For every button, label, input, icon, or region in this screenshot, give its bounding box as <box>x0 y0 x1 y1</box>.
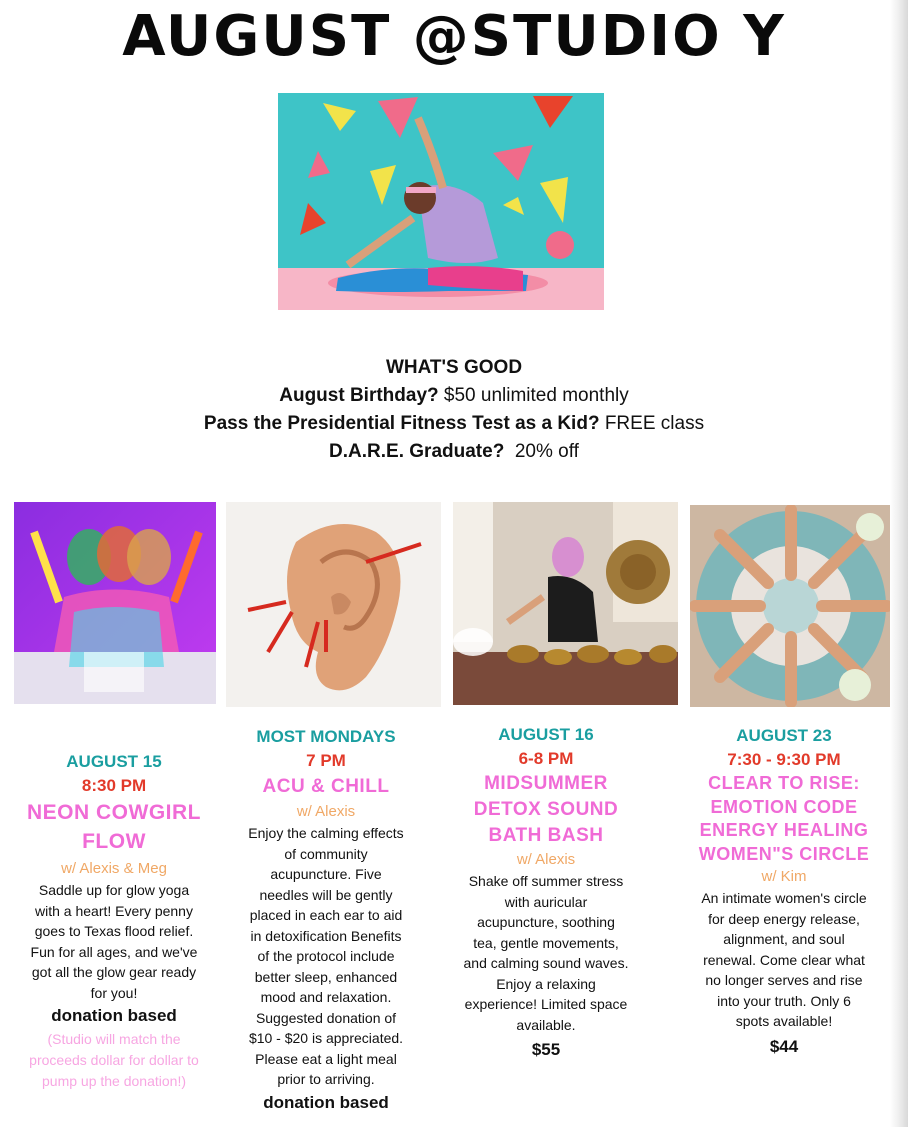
event-note-line: (Studio will match the <box>47 1031 181 1047</box>
event-title-line: ENERGY HEALING <box>699 820 869 840</box>
event-desc-line: An intimate women's circle <box>701 890 867 906</box>
event-title-line: EMOTION CODE <box>710 796 858 817</box>
event-host: w/ Kim <box>761 868 807 885</box>
event-note-line: pump up the donation!) <box>42 1073 186 1089</box>
event-date: MOST MONDAYS <box>256 727 396 746</box>
event-desc-line: Please eat a light meal <box>255 1050 397 1067</box>
event-host: w/ Alexis & Meg <box>61 860 167 877</box>
event-title-line: WOMEN"S CIRCLE <box>698 843 870 864</box>
event-host: w/ Alexis <box>296 803 356 820</box>
event-title-line: NEON COWGIRL <box>27 801 201 824</box>
event-desc-line: goes to Texas flood relief. <box>34 923 194 939</box>
page-edge-shadow <box>890 0 908 1127</box>
event-desc-line: Enjoy the calming effects <box>248 825 404 841</box>
event-date: AUGUST 16 <box>498 725 594 744</box>
offer-birthday-value: $50 unlimited monthly <box>438 385 629 406</box>
event-time: 7:30 - 9:30 PM <box>727 750 841 769</box>
event-desc-line: placed in each ear to aid <box>249 907 403 923</box>
event-acu-chill <box>226 725 426 1116</box>
event-price: donation based <box>51 1006 177 1025</box>
event-desc-line: no longer serves and rise <box>705 972 863 988</box>
event-desc-line: spots available! <box>735 1013 833 1029</box>
event-desc-line: Suggested donation of <box>255 1009 397 1026</box>
offer-dare-value: 20% off <box>504 441 579 462</box>
event-price: $44 <box>769 1036 799 1056</box>
event-date: AUGUST 23 <box>736 726 832 745</box>
whats-good-heading: WHAT'S GOOD <box>385 357 523 378</box>
offer-birthday <box>0 382 908 410</box>
event-desc-line: of the protocol include <box>257 948 395 964</box>
event-desc-line: and calming sound waves. <box>463 955 629 971</box>
event-title-line: BATH BASH <box>488 825 604 846</box>
offer-fitness-test-label: Pass the Presidential Fitness Test as a Kid? <box>203 413 600 434</box>
event-time: 6-8 PM <box>518 749 574 768</box>
event-desc-line: for deep energy release, <box>708 910 860 927</box>
event-sound-bath <box>446 723 646 1063</box>
event-title-line: DETOX SOUND <box>473 799 619 820</box>
event-title-line: FLOW <box>82 830 146 853</box>
event-desc-line: better sleep, enhanced <box>254 968 398 985</box>
event-desc-line: got all the glow gear ready <box>31 964 197 980</box>
neon-cowgirl-photo <box>14 502 216 704</box>
event-desc-line: Enjoy a relaxing <box>496 975 596 992</box>
event-note-line: proceeds dollar for dollar to <box>29 1052 199 1068</box>
event-desc-line: tea, gentle movements, <box>473 934 619 951</box>
acupuncture-ear-photo <box>226 502 441 707</box>
event-desc-line: for you! <box>90 984 138 1001</box>
womens-circle-photo <box>690 505 892 707</box>
event-desc-line: with auricular <box>504 893 588 910</box>
event-desc-line: with a heart! Every penny <box>35 902 193 919</box>
event-desc-line: Saddle up for glow yoga <box>38 882 190 898</box>
event-desc-line: available. <box>516 1016 576 1033</box>
event-time: 7 PM <box>306 751 346 770</box>
event-desc-line: renewal. Come clear what <box>703 951 865 968</box>
offer-fitness-test <box>0 410 908 438</box>
event-desc-line: in detoxification Benefits <box>250 927 402 944</box>
offer-dare-label: D.A.R.E. Graduate? <box>329 441 505 462</box>
event-price: $55 <box>531 1040 561 1059</box>
event-clear-to-rise <box>684 724 884 1060</box>
event-desc-line: mood and relaxation. <box>260 989 392 1005</box>
event-neon-cowgirl <box>14 750 214 1092</box>
event-desc-line: Fun for all ages, and we've <box>30 943 198 960</box>
event-desc-line: $10 - $20 is appreciated. <box>248 1030 404 1046</box>
event-desc-line: alignment, and soul <box>723 931 845 947</box>
event-title-line: CLEAR TO RISE: <box>708 773 860 793</box>
event-date: AUGUST 15 <box>66 752 162 771</box>
event-title-line: MIDSUMMER <box>484 773 608 794</box>
event-desc-line: needles will be gently <box>259 886 393 903</box>
offer-fitness-test-value: FREE class <box>599 413 705 434</box>
page-title: AUGUST @STUDIO Y <box>122 4 786 69</box>
event-desc-line: acupuncture. Five <box>270 866 382 882</box>
event-desc-line: into your truth. Only 6 <box>717 992 851 1009</box>
offer-dare <box>0 438 908 466</box>
event-desc-line: of community <box>284 845 368 862</box>
event-desc-line: prior to arriving. <box>277 1071 375 1087</box>
event-time: 8:30 PM <box>81 776 147 795</box>
event-price: donation based <box>263 1092 389 1112</box>
hero-stretching-photo <box>278 93 604 310</box>
event-host: w/ Alexis <box>516 851 576 868</box>
event-desc-line: Shake off summer stress <box>468 873 624 889</box>
event-title-line: ACU & CHILL <box>262 776 390 797</box>
event-desc-line: experience! Limited space <box>464 996 628 1012</box>
offer-birthday-label: August Birthday? <box>279 385 439 406</box>
event-desc-line: acupuncture, soothing <box>477 914 615 930</box>
whats-good-section <box>0 354 908 466</box>
sound-bath-photo <box>453 502 678 705</box>
